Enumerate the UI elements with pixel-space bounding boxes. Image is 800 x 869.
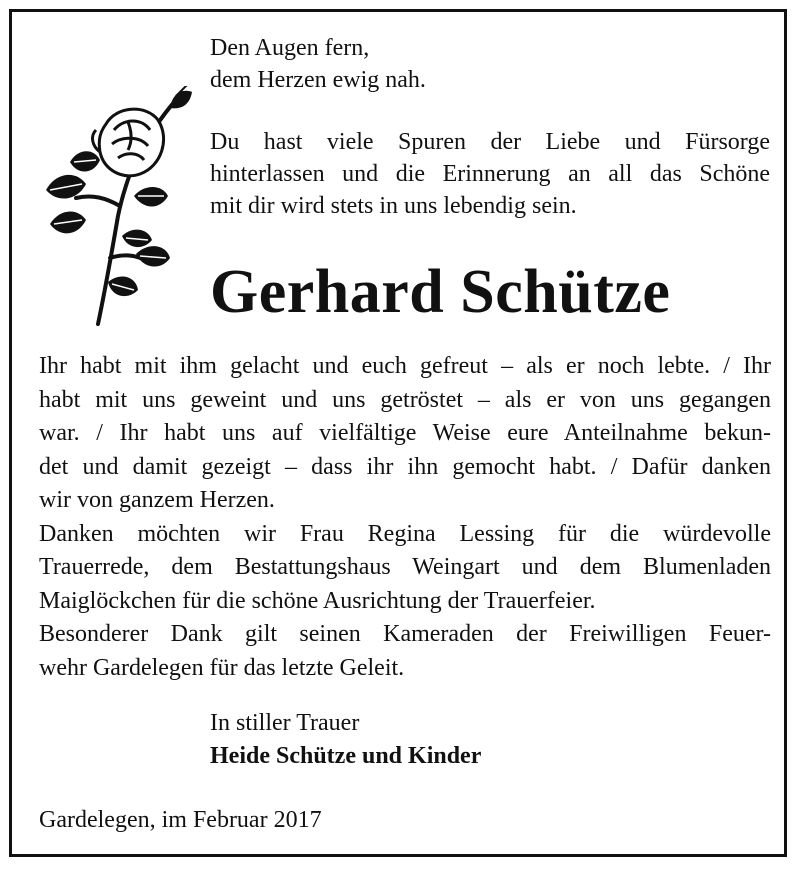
thanks-line: war. / Ihr habt uns auf vielfältige Weise eure Anteilnahme bekun- — [39, 420, 771, 446]
rose-icon — [36, 86, 211, 326]
place-date: Gardelegen, im Februar 2017 — [39, 807, 322, 833]
thanks-line: det und damit gezeigt – dass ihr ihn gemocht habt. / Dafür danken — [39, 453, 771, 480]
thanks-text — [39, 350, 771, 685]
thanks-line: Besonderer Dank gilt seinen Kameraden der Freiwilligen Feuer- — [39, 621, 771, 647]
thanks-line: wir von ganzem Herzen. — [39, 487, 275, 513]
closing-phrase: In stiller Trauer — [210, 710, 360, 736]
tribute-line: mit dir wird stets in uns lebendig sein. — [210, 193, 577, 219]
intro-text — [210, 32, 770, 222]
thanks-line: habt mit uns geweint und uns getröstet – als er von uns gegangen — [39, 386, 771, 413]
thanks-line: wehr Gardelegen für das letzte Geleit. — [39, 654, 405, 681]
thanks-line: Maiglöckchen für die schöne Ausrichtung der Trauerfeier. — [39, 587, 596, 614]
thanks-line: Trauerrede, dem Bestattungshaus Weingart und dem Blumenladen — [39, 554, 771, 580]
obituary-notice — [9, 9, 787, 857]
thanks-line: Danken möchten wir Frau Regina Lessing für die würdevolle — [39, 520, 771, 547]
tribute-line: Du hast viele Spuren der Liebe und Fürsorge — [210, 129, 770, 155]
deceased-name: Gerhard Schütze — [210, 258, 671, 326]
signers: Heide Schütze und Kinder — [210, 743, 482, 769]
closing-block — [210, 707, 481, 773]
thanks-line: Ihr habt mit ihm gelacht und euch gefreut – als er noch lebte. / Ihr — [39, 353, 771, 379]
tribute-line: hinterlassen und die Erinnerung an all das Schöne — [210, 161, 770, 187]
verse-line: Den Augen fern, — [210, 35, 370, 61]
verse-line: dem Herzen ewig nah. — [210, 67, 426, 93]
